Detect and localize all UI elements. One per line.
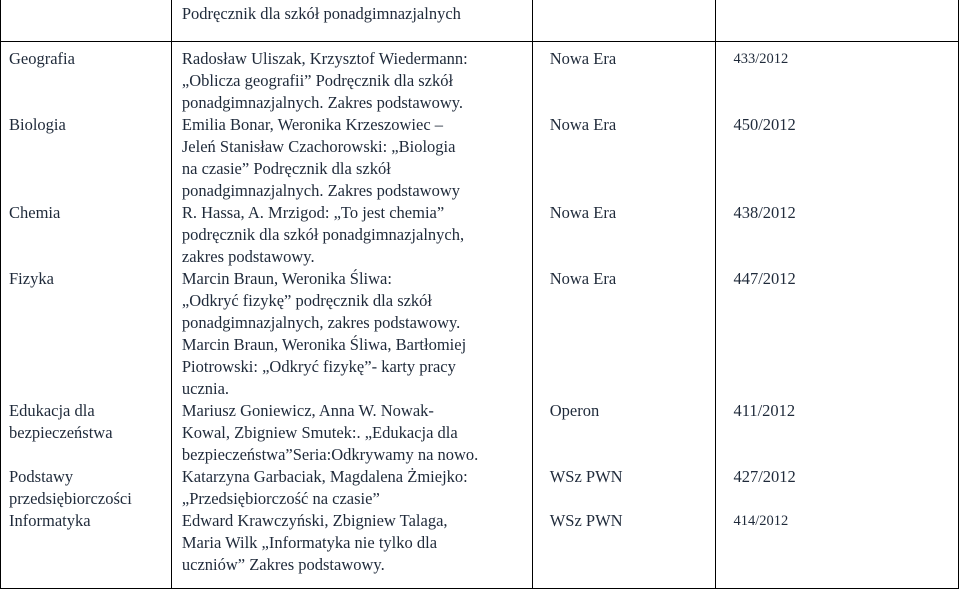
subject-name: Podstawy: [9, 467, 74, 486]
publisher-cell: [532, 268, 716, 400]
book-description-line: ponadgimnazjalnych, zakres podstawowy.: [181, 313, 461, 332]
publisher-name: Operon: [549, 401, 600, 420]
header-row: [1, 0, 959, 42]
approval-number-cell: [716, 466, 959, 510]
header-empty-cell: [716, 0, 959, 42]
publisher-cell: [532, 510, 716, 589]
book-description-line: Edward Krawczyński, Zbigniew Talaga,: [181, 511, 448, 530]
subject-name: Informatyka: [9, 511, 91, 530]
subject-cell: [1, 510, 172, 589]
approval-number: 414/2012: [733, 513, 789, 529]
book-description-line: R. Hassa, A. Mrzigod: „To jest chemia”: [181, 203, 445, 222]
subject-cell: [1, 268, 172, 400]
table-row: [1, 42, 959, 114]
table-row: [1, 510, 959, 589]
book-description-line: Emilia Bonar, Weronika Krzeszowiec –: [181, 115, 444, 134]
book-cell: [171, 114, 532, 202]
book-description-line: Piotrowski: „Odkryć fizykę”- karty pracy: [181, 357, 456, 376]
subject-name: Geografia: [9, 49, 75, 68]
publisher-cell: [532, 400, 716, 466]
approval-number-cell: [716, 400, 959, 466]
book-cell: [171, 268, 532, 400]
subject-cell: [1, 202, 172, 268]
book-description-line: uczniów” Zakres podstawowy.: [181, 555, 385, 574]
table-row: [1, 268, 959, 400]
table-body: [1, 42, 959, 589]
subject-cell: [1, 114, 172, 202]
approval-number: 433/2012: [733, 51, 789, 67]
book-cell: [171, 42, 532, 114]
approval-number: 427/2012: [733, 467, 796, 486]
book-description-line: „Przedsiębiorczość na czasie”: [181, 489, 380, 508]
publisher-name: WSz PWN: [549, 511, 623, 530]
approval-number: 438/2012: [733, 203, 796, 222]
approval-number: 447/2012: [733, 269, 796, 288]
table-row: [1, 114, 959, 202]
approval-number: 450/2012: [733, 115, 796, 134]
publisher-cell: [532, 114, 716, 202]
book-cell: [171, 466, 532, 510]
subject-name: Fizyka: [9, 269, 54, 288]
book-description-line: ponadgimnazjalnych. Zakres podstawowy.: [181, 93, 464, 112]
book-description-line: Jeleń Stanisław Czachorowski: „Biologia: [181, 137, 456, 156]
publisher-name: Nowa Era: [549, 115, 617, 134]
book-description-line: Marcin Braun, Weronika Śliwa, Bartłomiej: [181, 335, 467, 354]
book-cell: [171, 510, 532, 589]
book-description-line: Mariusz Goniewicz, Anna W. Nowak-: [181, 401, 434, 420]
table-row: [1, 400, 959, 466]
page-title: Podręcznik dla szkół ponadgimnazjalnych: [171, 0, 532, 42]
book-cell: [171, 400, 532, 466]
approval-number-cell: [716, 114, 959, 202]
publisher-cell: [532, 42, 716, 114]
approval-number: 411/2012: [733, 401, 796, 420]
book-description-line: Katarzyna Garbaciak, Magdalena Żmiejko:: [181, 467, 468, 486]
publisher-name: Nowa Era: [549, 269, 617, 288]
book-description-line: ponadgimnazjalnych. Zakres podstawowy: [181, 181, 461, 200]
book-description-line: Radosław Uliszak, Krzysztof Wiedermann:: [181, 49, 468, 68]
book-description-line: „Oblicza geografii” Podręcznik dla szkół: [181, 71, 454, 90]
publisher-name: Nowa Era: [549, 49, 617, 68]
table-row: [1, 202, 959, 268]
book-description-line: na czasie” Podręcznik dla szkół: [181, 159, 391, 178]
publisher-cell: [532, 466, 716, 510]
book-description-line: Marcin Braun, Weronika Śliwa:: [181, 269, 392, 288]
book-description-line: Maria Wilk „Informatyka nie tylko dla: [181, 533, 438, 552]
approval-number-cell: [716, 42, 959, 114]
approval-number-cell: [716, 202, 959, 268]
subject-name: Edukacja dla: [9, 401, 95, 420]
book-cell: [171, 202, 532, 268]
publisher-name: WSz PWN: [549, 467, 623, 486]
book-description-line: bezpieczeństwa”Seria:Odkrywamy na nowo.: [181, 445, 479, 464]
book-description-line: „Odkryć fizykę” podręcznik dla szkół: [181, 291, 433, 310]
book-description-line: Kowal, Zbigniew Smutek:. „Edukacja dla: [181, 423, 458, 442]
book-description-line: zakres podstawowy.: [181, 247, 315, 266]
table-row: [1, 466, 959, 510]
header-empty-cell: [532, 0, 716, 42]
publisher-name: Nowa Era: [549, 203, 617, 222]
subject-name: przedsiębiorczości: [9, 489, 132, 508]
subject-cell: [1, 400, 172, 466]
subject-name: Biologia: [9, 115, 66, 134]
book-description-line: ucznia.: [181, 379, 230, 398]
approval-number-cell: [716, 268, 959, 400]
book-description-line: podręcznik dla szkół ponadgimnazjalnych,: [181, 225, 465, 244]
publisher-cell: [532, 202, 716, 268]
header-empty-cell: [1, 0, 172, 42]
subject-name: bezpieczeństwa: [9, 423, 113, 442]
subject-name: Chemia: [9, 203, 61, 222]
subject-cell: [1, 42, 172, 114]
approval-number-cell: [716, 510, 959, 589]
subject-cell: [1, 466, 172, 510]
